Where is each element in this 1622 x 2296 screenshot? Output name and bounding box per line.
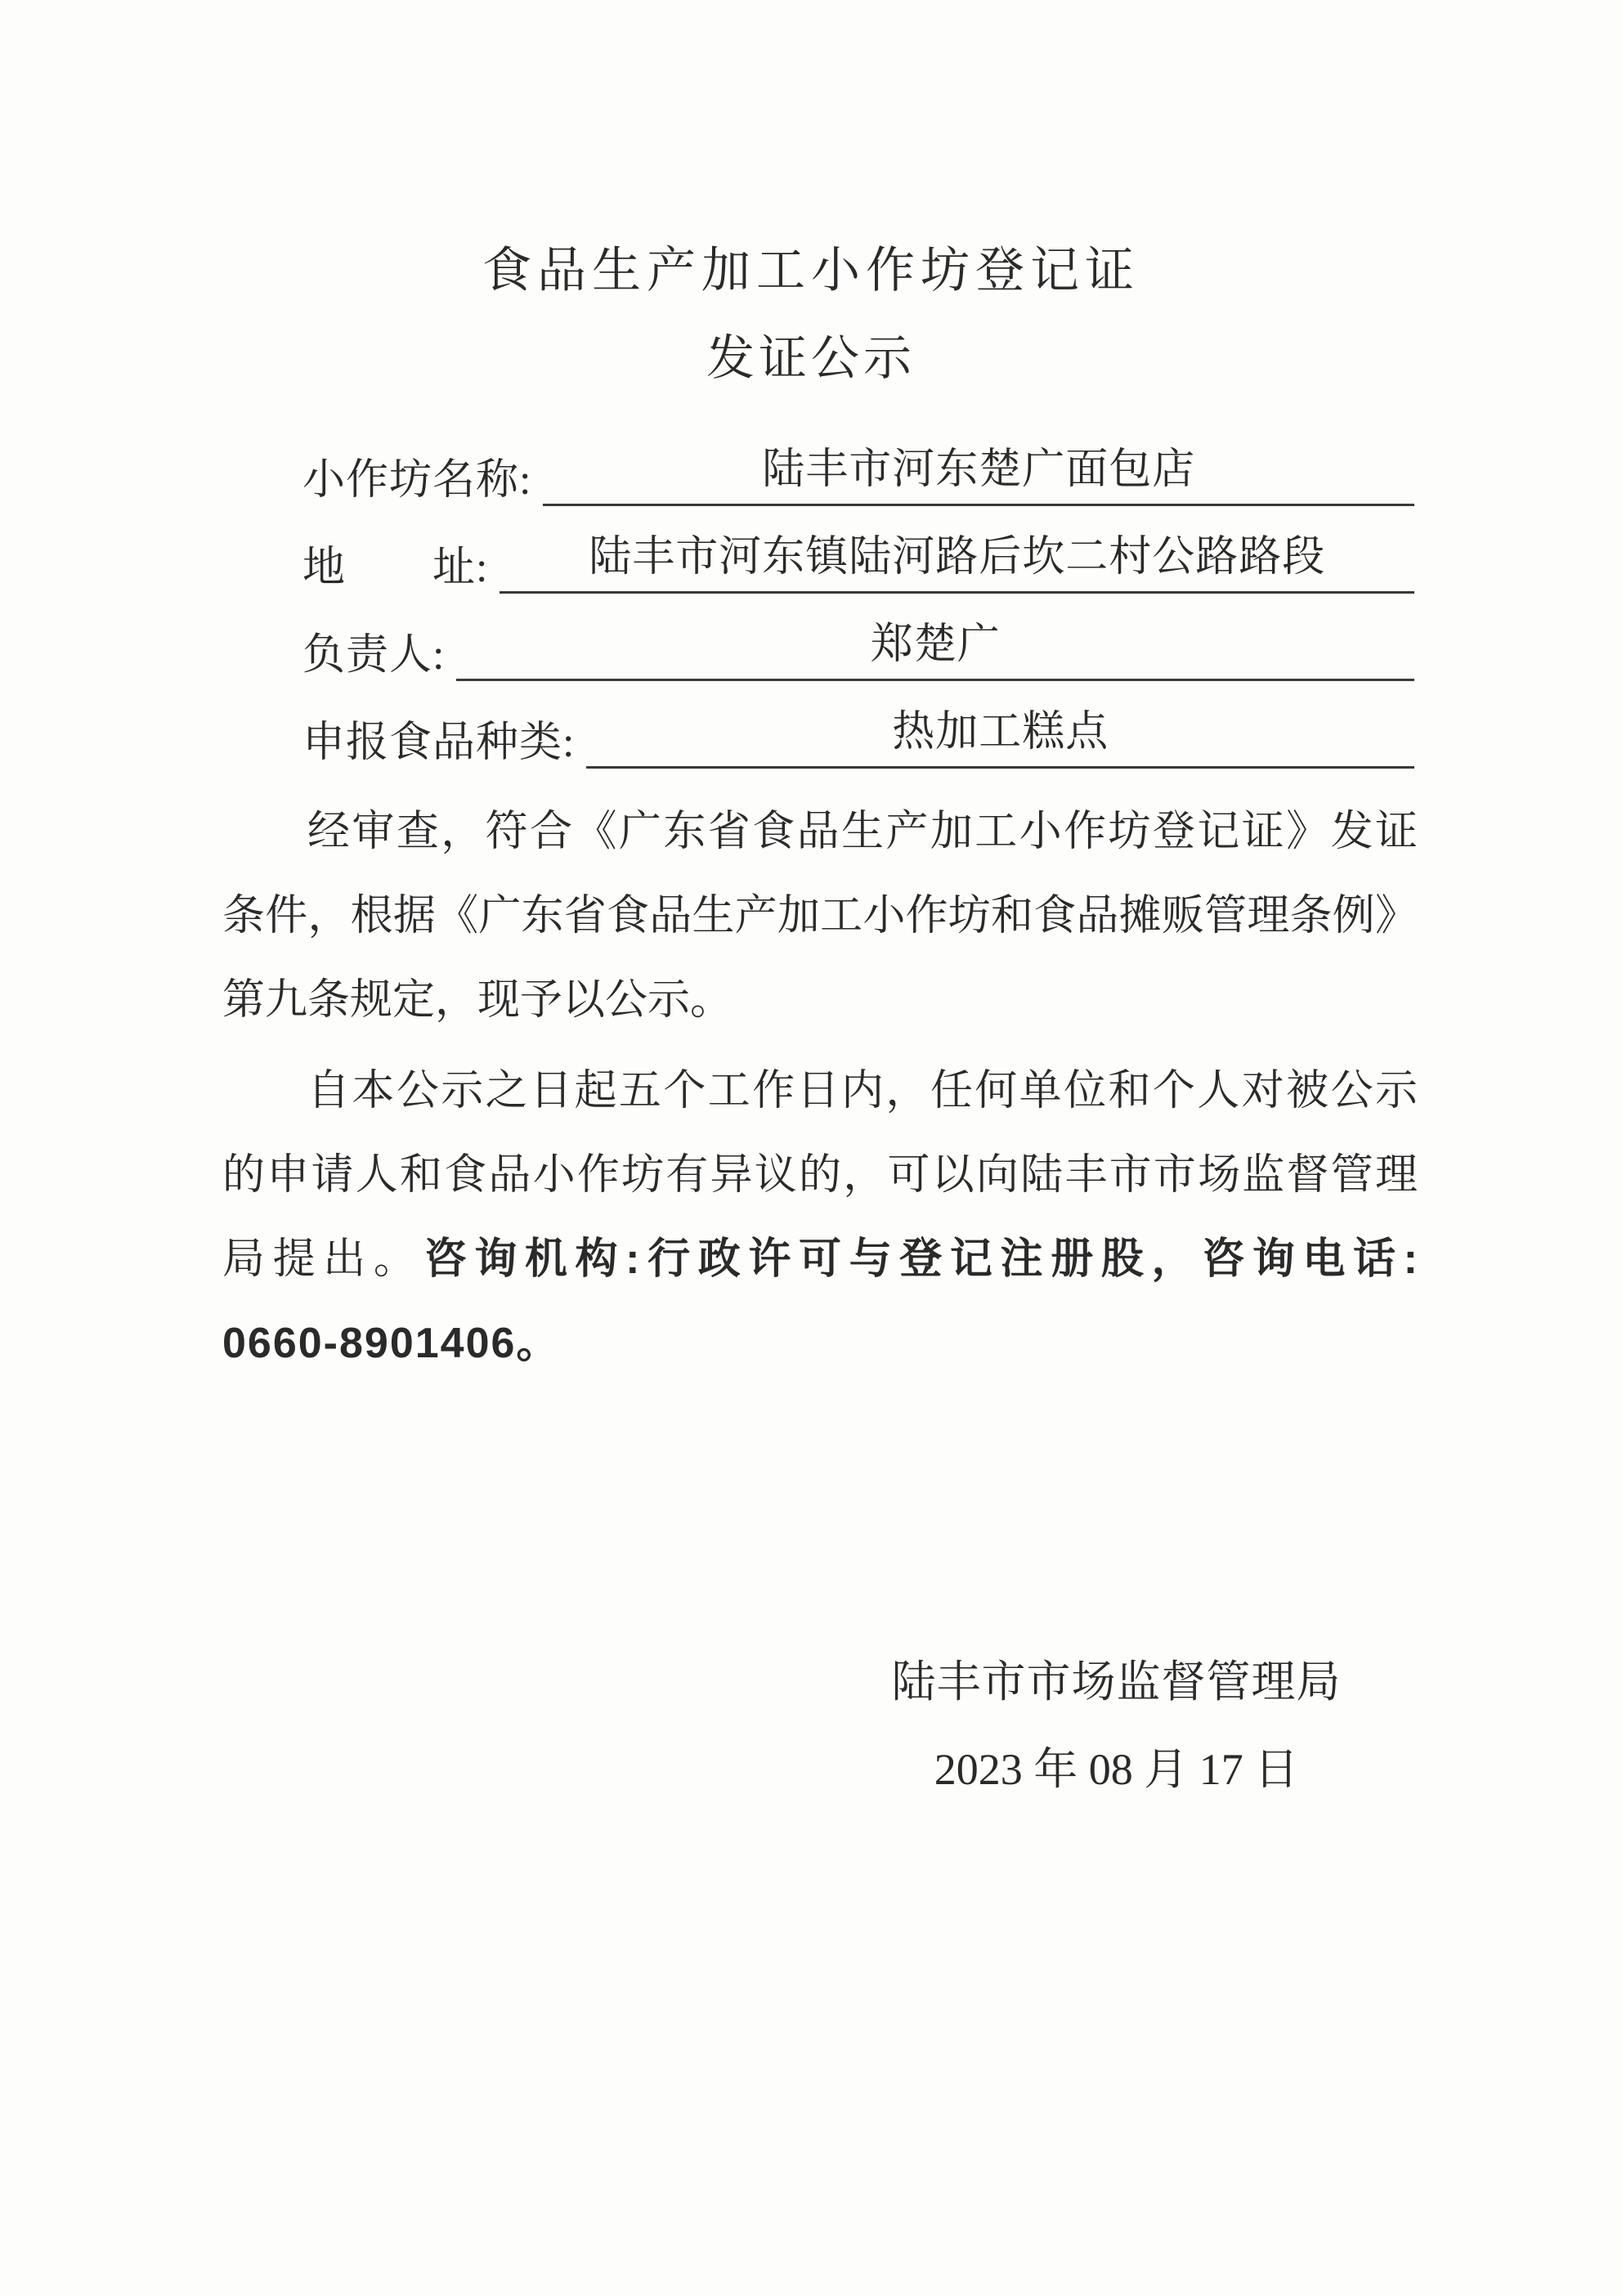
field-row-address [302, 506, 1414, 594]
issuing-authority: 陆丰市市场监督管理局 [891, 1657, 1342, 1706]
document-subtitle: 发证公示 [706, 331, 916, 385]
responsible-person-label: 负责人: [302, 632, 446, 679]
paragraph-line: 经审查，符合《广东省食品生产加工小作坊登记证》发证 [307, 809, 1418, 855]
paragraph-line: 第九条规定，现予以公示。 [222, 977, 733, 1024]
field-row-workshop-name [302, 419, 1414, 506]
field-row-responsible-person [302, 594, 1414, 681]
review-paragraph [222, 790, 1418, 1043]
workshop-name-value: 陆丰市河东楚广面包店 [543, 445, 1414, 506]
workshop-name-label: 小作坊名称: [302, 457, 532, 504]
objection-paragraph [222, 1049, 1418, 1386]
paragraph-line [222, 1302, 1418, 1386]
paragraph-line: 条件，根据《广东省食品生产加工小作坊和食品摊贩管理条例》 [222, 893, 1418, 939]
consultation-phone: 0660-8901406。 [222, 1320, 561, 1367]
registration-fields [302, 419, 1414, 769]
consultation-info-bold: 咨询机构:行政许可与登记注册股，咨询电话: [423, 1235, 1418, 1283]
field-row-food-category [302, 681, 1414, 769]
issue-date: 2023 年 08 月 17 日 [934, 1745, 1299, 1794]
paragraph-line: 自本公示之日起五个工作日内，任何单位和个人对被公示 [307, 1068, 1418, 1114]
objection-text-normal: 局提出。 [222, 1236, 424, 1283]
paragraph-line [222, 1218, 1418, 1302]
signature-block [881, 1639, 1351, 1814]
document-title: 食品生产加工小作坊登记证 [482, 243, 1140, 298]
food-category-label: 申报食品种类: [302, 720, 576, 766]
address-value: 陆丰市河东镇陆河路后坎二村公路路段 [500, 532, 1414, 594]
responsible-person-value: 郑楚广 [456, 620, 1414, 681]
address-label: 地 址: [302, 545, 489, 591]
paragraph-line: 的申请人和食品小作坊有异议的，可以向陆丰市市场监督管理 [222, 1152, 1418, 1199]
food-category-value: 热加工糕点 [586, 707, 1414, 769]
